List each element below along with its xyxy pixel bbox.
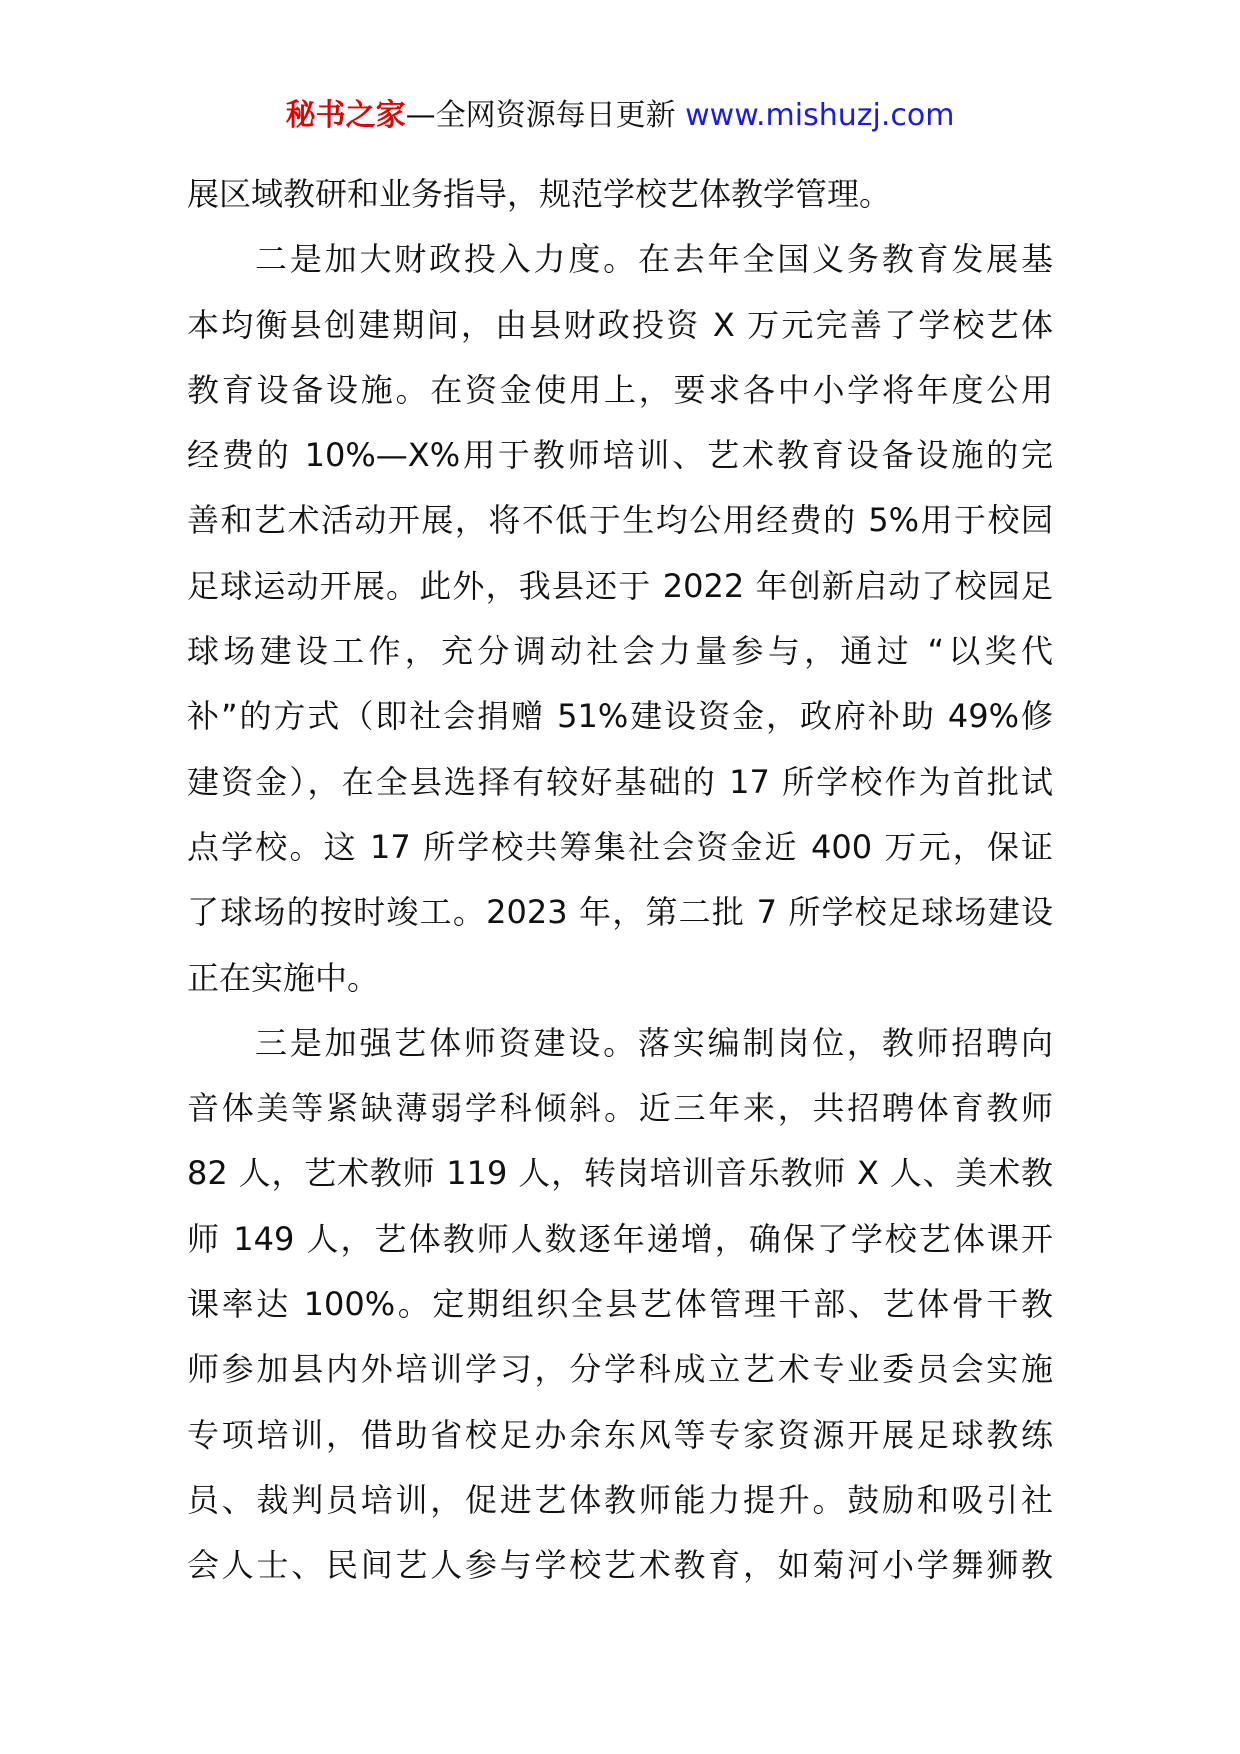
text-line: 82 人，艺术教师 119 人，转岗培训音乐教师 X 人、美术教 (187, 1154, 1053, 1193)
text-line: 建资金），在全县选择有较好基础的 17 所学校作为首批试 (187, 762, 1053, 801)
text-line: 点学校。这 17 所学校共筹集社会资金近 400 万元，保证 (187, 827, 1053, 866)
text-line: 本均衡县创建期间，由县财政投资 X 万元完善了学校艺体 (187, 305, 1053, 344)
text-line: 师 149 人，艺体教师人数逐年递增，确保了学校艺体课开 (187, 1219, 1053, 1258)
text-line: 展区域教研和业务指导，规范学校艺体教学管理。 (187, 175, 892, 213)
text-line: 专项培训，借助省校足办余东风等专家资源开展足球教练 (187, 1415, 1053, 1454)
text-line: 会人士、民间艺人参与学校艺术教育，如菊河小学舞狮教 (187, 1546, 1053, 1585)
text-line: 正在实施中。 (187, 958, 380, 997)
text-line: 经费的 10%—X%用于教师培训、艺术教育设备设施的完 (187, 436, 1053, 475)
site-url-link[interactable]: www.mishuzj.com (685, 98, 955, 133)
text-line: 师参加县内外培训学习，分学科成立艺术专业委员会实施 (187, 1350, 1053, 1389)
text-line: 球场建设工作，充分调动社会力量参与，通过 “以奖代 (187, 632, 1053, 671)
text-line: 员、裁判员培训，促进艺体教师能力提升。鼓励和吸引社 (187, 1480, 1053, 1519)
site-tagline: —全网资源每日更新 (405, 98, 686, 133)
text-line: 了球场的按时竣工。2023 年，第二批 7 所学校足球场建设 (187, 893, 1053, 932)
text-line: 补”的方式（即社会捐赠 51%建设资金，政府补助 49%修 (187, 697, 1053, 736)
text-line: 二是加大财政投入力度。在去年全国义务教育发展基 (255, 240, 1053, 279)
text-line: 足球运动开展。此外，我县还于 2022 年创新启动了校园足 (187, 566, 1053, 605)
text-line: 教育设备设施。在资金使用上，要求各中小学将年度公用 (187, 370, 1053, 409)
site-header (0, 96, 1240, 136)
text-line: 音体美等紧缺薄弱学科倾斜。近三年来，共招聘体育教师 (187, 1089, 1053, 1128)
text-line: 课率达 100%。定期组织全县艺体管理干部、艺体骨干教 (187, 1285, 1053, 1324)
site-brand: 秘书之家 (285, 98, 406, 133)
text-line: 善和艺术活动开展，将不低于生均公用经费的 5%用于校园 (187, 501, 1053, 540)
document-body (187, 162, 1053, 1599)
text-line: 三是加强艺体师资建设。落实编制岗位，教师招聘向 (255, 1023, 1053, 1062)
